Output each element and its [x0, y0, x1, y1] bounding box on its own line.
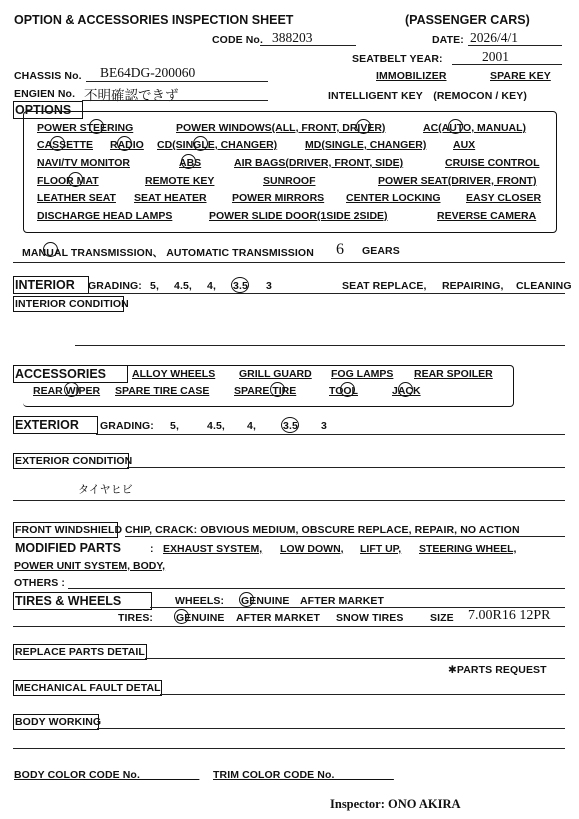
acc-spare-tire: SPARE TIRE — [234, 385, 297, 397]
option-radio: RADIO — [110, 139, 144, 151]
windshield-label: FRONT WINDSHIELD — [15, 524, 123, 536]
transmission-text: MANUAL TRANSMISSION、 AUTOMATIC TRANSMISSION — [22, 247, 314, 259]
option-easy-closer: EASY CLOSER — [466, 192, 542, 204]
body-color-code: BODY COLOR CODE No.__________ — [14, 769, 200, 781]
circle-mark-ac-auto — [448, 119, 463, 134]
windshield-text: CHIP, CRACK: OBVIOUS MEDIUM, OBSCURE REPLACE, REPAIR, NO ACTION — [125, 524, 520, 536]
immobilizer: IMMOBILIZER — [376, 70, 447, 82]
mechanical-label: MECHANICAL FAULT DETAL — [15, 682, 161, 694]
tires-row-label: TIRES: — [118, 612, 154, 624]
modified-power-unit: POWER UNIT SYSTEM, BODY, — [14, 560, 166, 572]
date-label: DATE: — [432, 34, 464, 46]
accessories-label: ACCESSORIES — [15, 367, 106, 381]
sheet-title: OPTION & ACCESSORIES INSPECTION SHEET — [14, 13, 294, 27]
intelligent-key: INTELLIGENT KEY (REMOCON / KEY) — [328, 90, 527, 102]
option-reverse-camera: REVERSE CAMERA — [437, 210, 537, 222]
tires-size-value: 7.00R16 12PR — [468, 608, 551, 623]
interior-cleaning: CLEANING — [516, 280, 572, 292]
exterior-label: EXTERIOR — [15, 418, 79, 432]
chassis-label: CHASSIS No. — [14, 70, 82, 82]
wheels-after-market: AFTER MARKET — [300, 595, 385, 607]
circle-mark-cassette — [50, 136, 65, 151]
option-floor-mat: FLOOR MAT — [37, 175, 99, 187]
options-label: OPTIONS — [15, 103, 72, 117]
wheels-label: WHEELS: — [175, 595, 225, 607]
date-value: 2026/4/1 — [470, 30, 519, 45]
sheet-type: (PASSENGER CARS) — [405, 13, 530, 27]
modified-exhaust: EXHAUST SYSTEM, — [163, 543, 263, 555]
engine-label: ENGIEN No. — [14, 88, 76, 100]
option-ac: AC(AUTO, MANUAL) — [423, 122, 527, 134]
circle-mark-abs — [181, 154, 196, 169]
option-sunroof: SUNROOF — [263, 175, 316, 187]
exterior-grade-3-5: 3.5 — [283, 420, 298, 432]
acc-fog-lamps: FOG LAMPS — [331, 368, 394, 380]
acc-spare-tire-case: SPARE TIRE CASE — [115, 385, 210, 397]
acc-jack: JACK — [392, 385, 421, 397]
modified-low-down: LOW DOWN, — [280, 543, 344, 555]
gears-value: 6 — [336, 241, 344, 258]
chassis-value: BE64DG-200060 — [100, 65, 196, 80]
option-power-windows: POWER WINDOWS(ALL, FRONT, DRIVER) — [176, 122, 386, 134]
circle-mark-rear-wiper — [64, 382, 79, 397]
seatbelt-value: 2001 — [482, 49, 509, 64]
tires-after-market: AFTER MARKET — [236, 612, 321, 624]
spare-key: SPARE KEY — [490, 70, 551, 82]
option-power-mirrors: POWER MIRRORS — [232, 192, 325, 204]
interior-grade-4: 4, — [207, 280, 216, 292]
seatbelt-label: SEATBELT YEAR: — [352, 53, 443, 65]
exterior-grading-label: GRADING: — [100, 420, 154, 432]
interior-grade-3: 3 — [266, 280, 272, 292]
circle-mark-tires-genuine — [174, 609, 189, 624]
interior-repairing: REPAIRING, — [442, 280, 504, 292]
interior-seat-replace: SEAT REPLACE, — [342, 280, 427, 292]
interior-grading-label: GRADING: — [88, 280, 142, 292]
interior-grade-5: 5, — [150, 280, 159, 292]
exterior-grade-4-5: 4.5, — [207, 420, 225, 432]
exterior-condition-note: タイヤヒビ — [78, 483, 133, 496]
body-working-label: BODY WORKING — [15, 716, 102, 728]
acc-rear-spoiler: REAR SPOILER — [414, 368, 493, 380]
option-discharge-lamps: DISCHARGE HEAD LAMPS — [37, 210, 173, 222]
replace-parts-label: REPLACE PARTS DETAIL — [15, 646, 145, 658]
option-seat-heater: SEAT HEATER — [134, 192, 207, 204]
acc-rear-wiper: REAR WIPER — [33, 385, 101, 397]
interior-grade-3-5: 3.5 — [233, 280, 248, 292]
acc-alloy-wheels: ALLOY WHEELS — [132, 368, 216, 380]
option-cruise: CRUISE CONTROL — [445, 157, 540, 169]
option-power-steering: POWER STEERING — [37, 122, 134, 134]
circle-mark-power-steering — [89, 119, 104, 134]
exterior-condition-label: EXTERIOR CONDITION — [15, 455, 133, 467]
circle-mark-jack — [398, 382, 413, 397]
option-navi: NAVI/TV MONITOR — [37, 157, 130, 169]
circle-mark-cd-single — [193, 136, 208, 151]
modified-steering-wheel: STEERING WHEEL, — [419, 543, 517, 555]
exterior-grade-3: 3 — [321, 420, 327, 432]
exterior-grade-5: 5, — [170, 420, 179, 432]
option-cd: CD(SINGLE, CHANGER) — [157, 139, 278, 151]
circle-mark-manual — [43, 242, 58, 257]
option-abs: ABS — [179, 157, 202, 169]
circle-mark-tool — [340, 382, 355, 397]
modified-label: MODIFIED PARTS — [15, 541, 122, 555]
option-aux: AUX — [453, 139, 476, 151]
option-power-seat: POWER SEAT(DRIVER, FRONT) — [378, 175, 537, 187]
tires-size-label: SIZE — [430, 612, 454, 624]
circle-mark-floor-mat — [68, 172, 83, 187]
acc-tool: TOOL — [329, 385, 358, 397]
tires-snow: SNOW TIRES — [336, 612, 404, 624]
code-value: 388203 — [272, 30, 313, 45]
exterior-grade-4: 4, — [247, 420, 256, 432]
interior-label: INTERIOR — [15, 278, 75, 292]
circle-mark-spare-tire — [270, 382, 285, 397]
parts-request: ✱PARTS REQUEST — [448, 664, 547, 676]
tires-label: TIRES & WHEELS — [15, 594, 122, 608]
option-airbags: AIR BAGS(DRIVER, FRONT, SIDE) — [234, 157, 404, 169]
code-label: CODE No. — [212, 34, 263, 46]
inspector: Inspector: ONO AKIRA — [330, 797, 461, 811]
trim-color-code: TRIM COLOR CODE No.__________ — [213, 769, 394, 781]
option-cassette: CASSETTE — [37, 139, 94, 151]
tires-genuine: GENUINE — [176, 612, 225, 624]
gears-label: GEARS — [362, 245, 400, 257]
option-center-locking: CENTER LOCKING — [346, 192, 441, 204]
circle-mark-interior-grade — [231, 277, 249, 293]
circle-mark-power-windows-driver — [356, 119, 371, 134]
interior-grade-4-5: 4.5, — [174, 280, 192, 292]
circle-mark-exterior-grade — [281, 417, 299, 433]
acc-grill-guard: GRILL GUARD — [239, 368, 312, 380]
option-leather-seat: LEATHER SEAT — [37, 192, 116, 204]
engine-value: 不明確認できず — [84, 88, 179, 104]
option-remote-key: REMOTE KEY — [145, 175, 215, 187]
modified-colon: : — [150, 543, 154, 555]
interior-condition-label: INTERIOR CONDITION — [15, 298, 129, 310]
wheels-genuine: GENUINE — [241, 595, 290, 607]
modified-others: OTHERS : — [14, 577, 65, 589]
option-power-slide-door: POWER SLIDE DOOR(1SIDE 2SIDE) — [209, 210, 388, 222]
circle-mark-wheels-genuine — [239, 592, 254, 607]
modified-lift-up: LIFT UP, — [360, 543, 402, 555]
option-md: MD(SINGLE, CHANGER) — [305, 139, 427, 151]
circle-mark-radio — [117, 136, 132, 151]
